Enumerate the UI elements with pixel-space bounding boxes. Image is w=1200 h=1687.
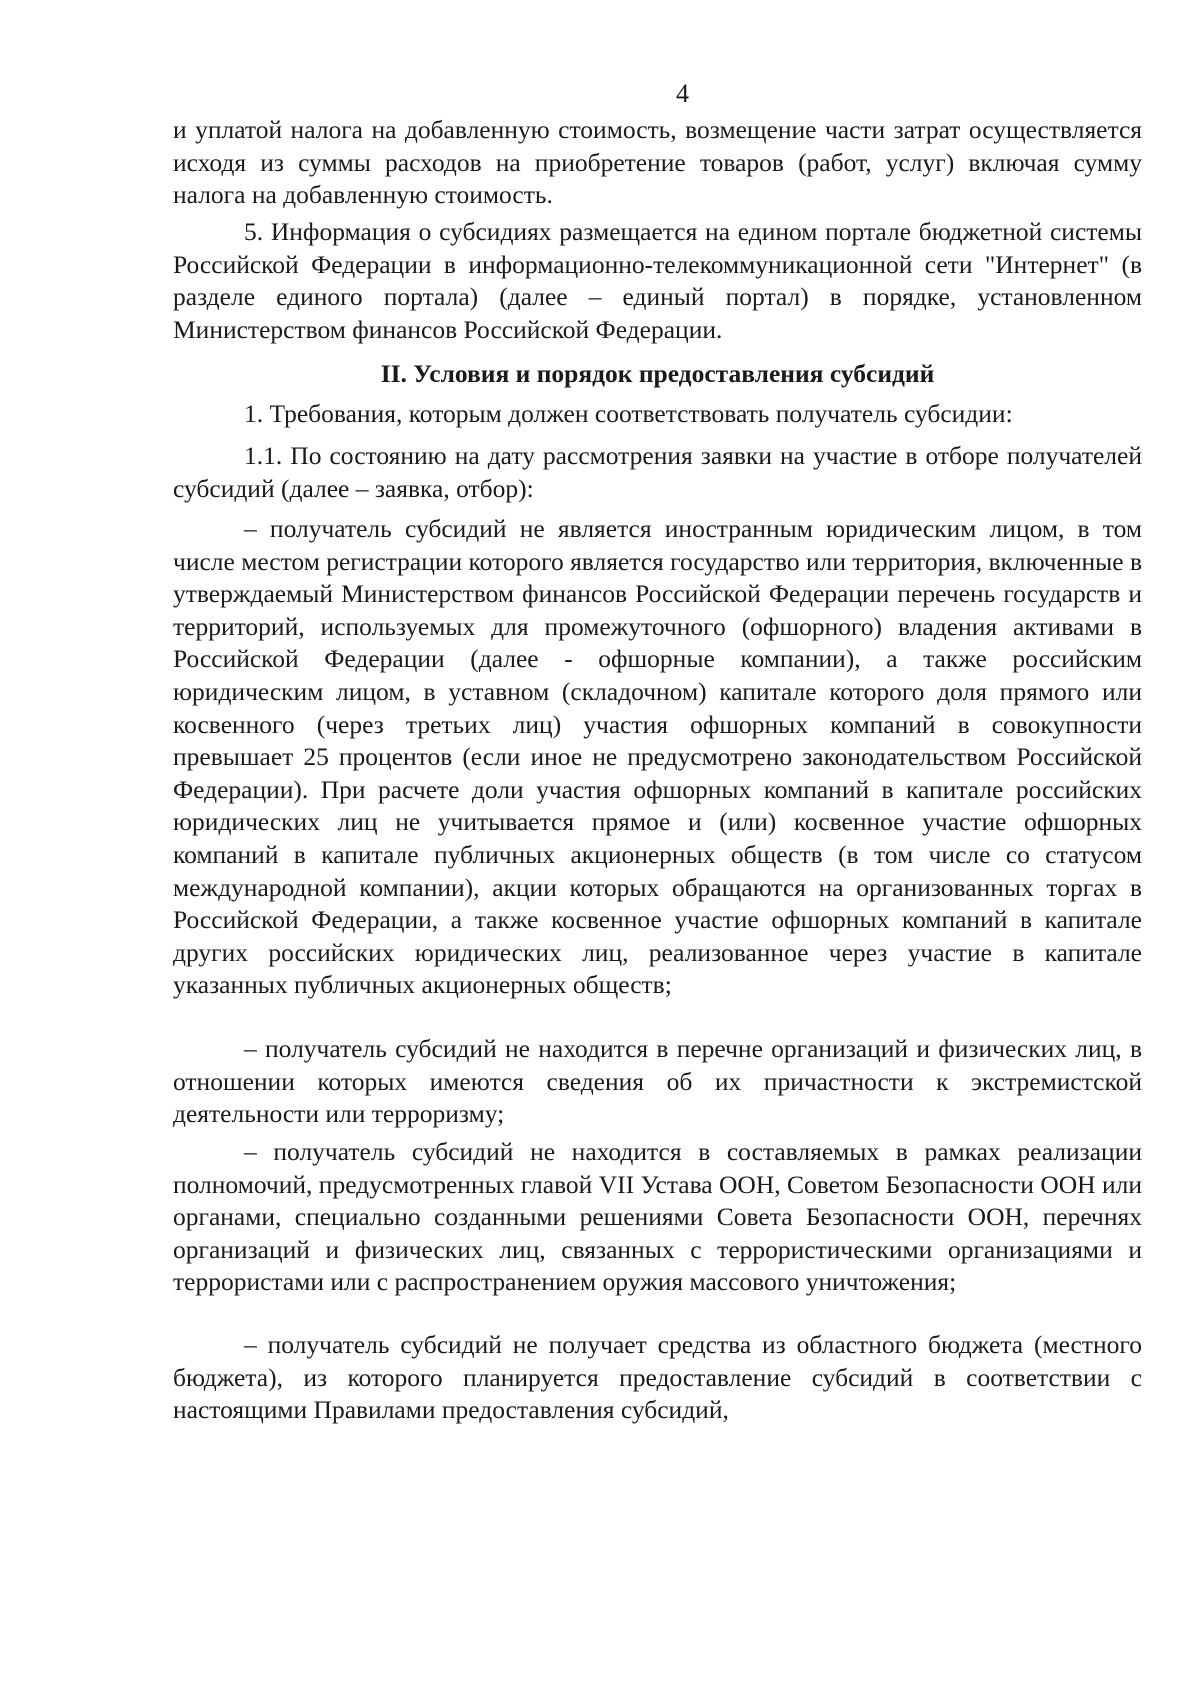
list-item-budget: – получатель субсидий не получает средства из областного бюджета (местного бюджета), из которого планируется предоставление субсидий в соответствии с настоящими Правилами предоставления субсидий,	[173, 1330, 1142, 1425]
paragraph-continuation: и уплатой налога на добавленную стоимость, возмещение части затрат осуществляется исходя из суммы расходов на приобретение товаров (работ, услуг) включая сумму налога на добавленную стоимость.	[173, 115, 1142, 210]
paragraph-1: 1. Требования, которым должен соответствовать получатель субсидии:	[244, 399, 1013, 428]
paragraph-5: 5. Информация о субсидиях размещается на едином портале бюджетной системы Российской Федерации в информационно-телекоммуникационной сети "Интернет" (в разделе единого портала) (далее – единый портал) в порядке, установленном Министерством финансов Российской Федерации.	[173, 217, 1142, 344]
list-item-un-sanctions: – получатель субсидий не находится в составляемых в рамках реализации полномочий, предусмотренных главой VII Устава ООН, Советом Безопасности ООН или органами, специально созданными решениями Совета Безопасности ООН, перечнях организаций и физических лиц, связанных с террористическими организациями и террористами или с распространением оружия массового уничтожения;	[173, 1137, 1142, 1297]
page-number: 4	[676, 79, 689, 108]
section-heading: II. Условия и порядок предоставления субсидий	[380, 359, 935, 388]
list-item-extremism: – получатель субсидий не находится в перечне организаций и физических лиц, в отношении которых имеются сведения об их причастности к экстремистской деятельности или терроризму;	[173, 1034, 1142, 1129]
paragraph-1-1: 1.1. По состоянию на дату рассмотрения заявки на участие в отборе получателей субсидий (далее – заявка, отбор):	[173, 441, 1142, 503]
list-item-offshore: – получатель субсидий не является иностранным юридическим лицом, в том числе местом регистрации которого является государство или территория, включенные в утверждаемый Министерством финансов Российской Федерации перечень государств и территорий, используемых для промежуточного (офшорного) владения активами в Российской Федерации (далее - офшорные компании), а также российским юридическим лицом, в уставном (складочном) капитале которого доля прямого или косвенного (через третьих лиц) участия офшорных компаний в совокупности превышает 25 процентов (если иное не предусмотрено законодательством Российской Федерации). При расчете доли участия офшорных компаний в капитале российских юридических лиц не учитывается прямое и (или) косвенное участие офшорных компаний в капитале публичных акционерных обществ (в том числе со статусом международной компании), акции которых обращаются на организованных торгах в Российской Федерации, а также косвенное участие офшорных компаний в капитале других российских юридических лиц, реализованное через участие в капитале указанных публичных акционерных обществ;	[173, 514, 1142, 1000]
